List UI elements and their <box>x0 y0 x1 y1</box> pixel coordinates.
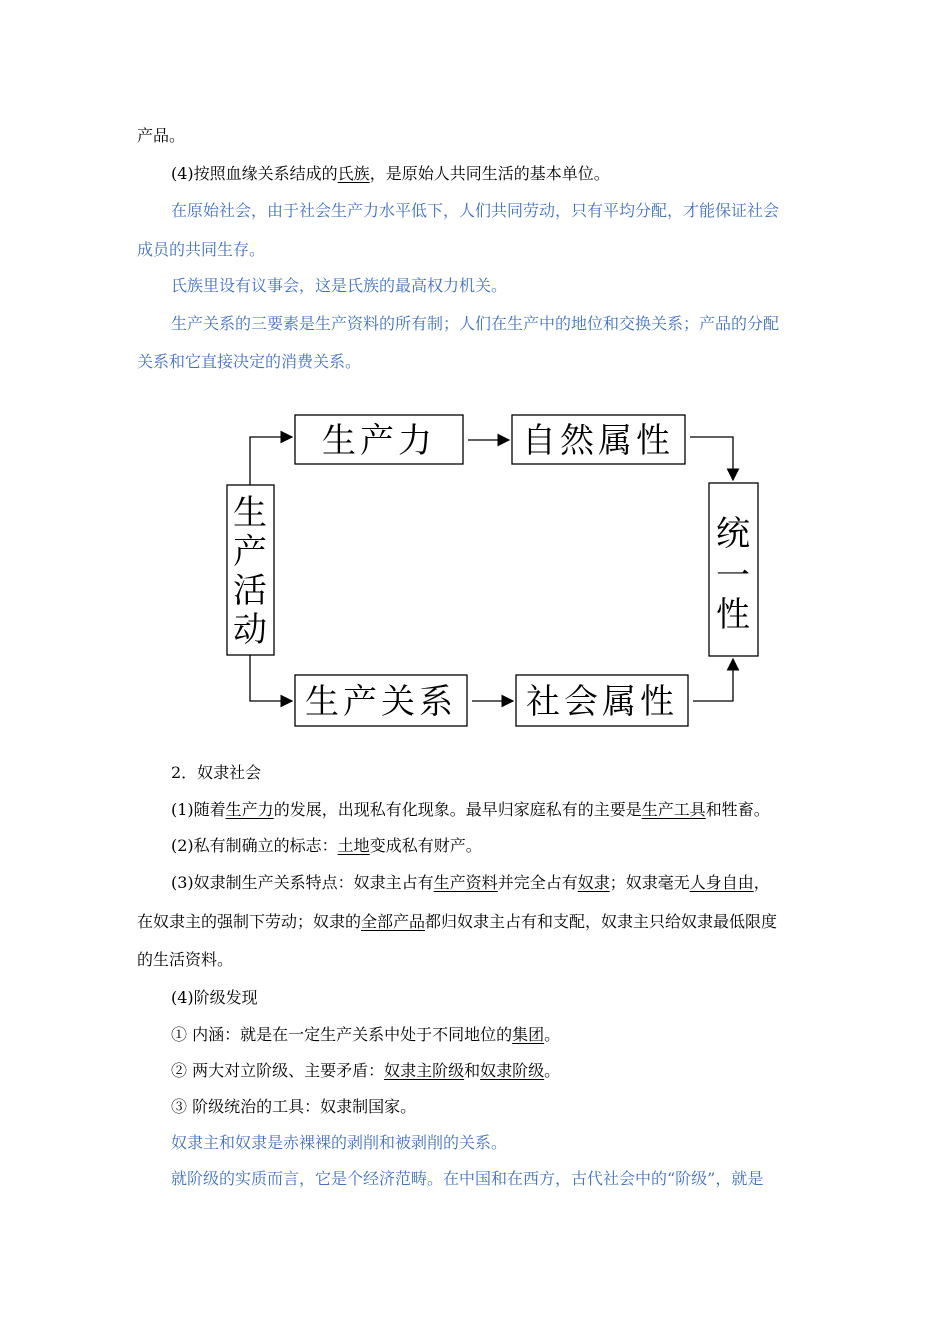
text-line: 成员的共同生存。 <box>137 240 266 259</box>
label-activity-1: 生 <box>233 493 267 533</box>
text-line: 在奴隶主的强制下劳动；奴隶的全部产品都归奴隶主占有和支配，奴隶主只给奴隶最低限度 <box>137 912 778 931</box>
section-title: 2．奴隶社会 <box>171 763 262 782</box>
text-line: (2)私有制确立的标志：土地变成私有财产。 <box>171 836 482 855</box>
arrow-activity-to-productivity <box>250 437 292 485</box>
label-activity-2: 产 <box>233 532 267 572</box>
text-line: 生产关系的三要素是生产资料的所有制；人们在生产中的地位和交换关系；产品的分配 <box>171 314 780 333</box>
text-line: ① 内涵：就是在一定生产关系中处于不同地位的集团。 <box>171 1025 561 1044</box>
arrow-social-to-unity <box>693 659 733 701</box>
text-line: (1)随着生产力的发展，出现私有化现象。最早归家庭私有的主要是生产工具和牲畜。 <box>171 800 770 819</box>
text-line: 氏族里设有议事会，这是氏族的最高权力机关。 <box>171 276 508 295</box>
text-line: 的生活资料。 <box>137 950 234 969</box>
arrow-activity-to-relations <box>250 655 292 701</box>
label-social-attribute: 社会属性 <box>526 682 678 722</box>
text-line: 就阶级的实质而言，它是个经济范畴。在中国和在西方，古代社会中的“阶级”，就是 <box>171 1169 764 1188</box>
label-unity-2: 一 <box>716 556 750 596</box>
label-production-relations: 生产关系 <box>305 682 457 722</box>
text-line: (4)按照血缘关系结成的氏族，是原始人共同生活的基本单位。 <box>171 164 610 183</box>
arrow-natural-to-unity <box>690 437 733 480</box>
text-line: 奴隶主和奴隶是赤裸裸的剥削和被剥削的关系。 <box>171 1133 508 1152</box>
label-productivity: 生产力 <box>322 421 436 461</box>
text-line: 在原始社会，由于社会生产力水平低下，人们共同劳动，只有平均分配，才能保证社会 <box>171 201 780 220</box>
text-line: 产品。 <box>137 126 186 145</box>
label-unity-3: 性 <box>716 595 750 635</box>
text-line: (4)阶级发现 <box>171 988 258 1007</box>
text-line: (3)奴隶制生产关系特点：奴隶主占有生产资料并完全占有奴隶；奴隶毫无人身自由， <box>171 873 770 892</box>
text-line: 关系和它直接决定的消费关系。 <box>137 352 362 371</box>
label-activity-3: 活 <box>233 571 267 611</box>
text-line: ② 两大对立阶级、主要矛盾：奴隶主阶级和奴隶阶级。 <box>171 1061 561 1080</box>
text-line: ③ 阶级统治的工具：奴隶制国家。 <box>171 1097 417 1116</box>
label-activity-4: 动 <box>233 610 267 650</box>
label-natural-attribute: 自然属性 <box>522 421 674 461</box>
label-unity-1: 统 <box>716 514 750 554</box>
